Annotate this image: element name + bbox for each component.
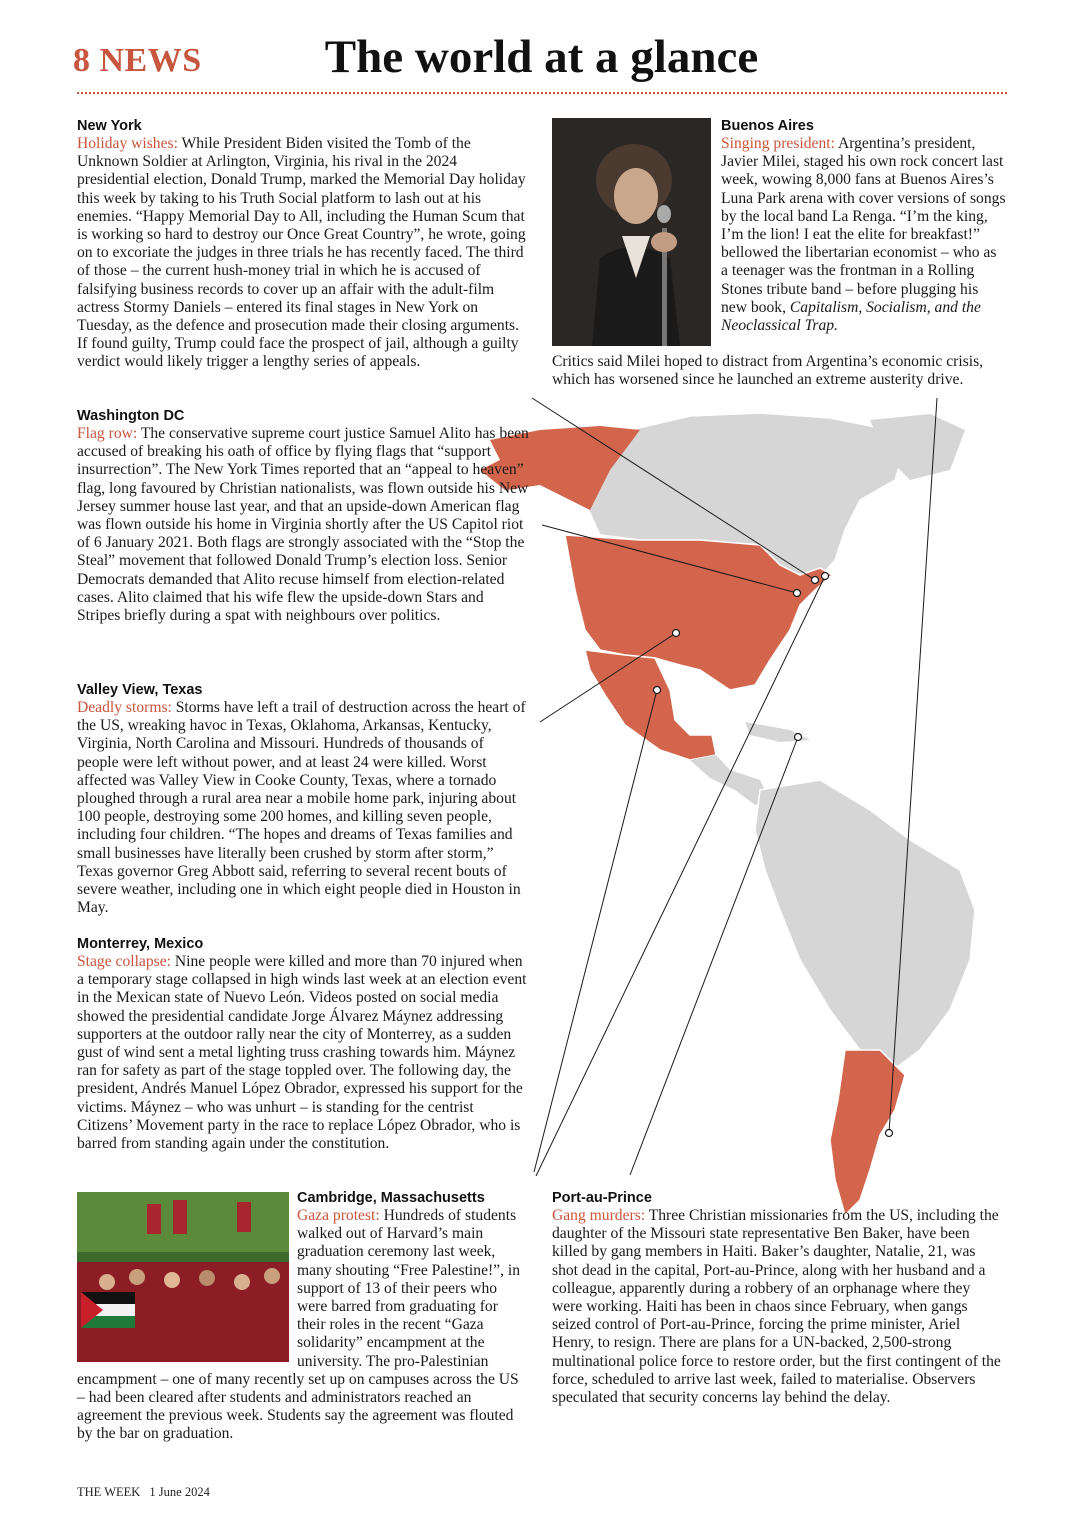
book-title: Capitalism, Socialism, and the Neoclassical Trap. bbox=[721, 298, 981, 335]
story-kicker: Stage collapse: bbox=[77, 953, 171, 970]
story-port-au-prince bbox=[552, 1189, 1002, 1407]
story-body: While President Biden visited the Tomb of the Unknown Soldier at Arlington, Virginia, his rival in the 2024 presidential election, Donald Trump, marked the Memorial Day holiday this week by taking to his Truth Social platform to lash out at his enemies. “Happy Memorial Day to All, including the Human Scum that is working so hard to destroy our Once Great Country”, he wrote, going on to excoriate the judges in three trials he has recently faced. The third of those – the current hush-money trial in which he is accused of falsifying business records to cover up an affair with the adult-film actress Stormy Daniels – entered its final stages in New York on Tuesday, as the defence and prosecution made their closing arguments. If found guilty, Trump could face the prospect of jail, although a guilty verdict would likely trigger a lengthy series of appeals. bbox=[77, 135, 526, 371]
footer-date: 1 June 2024 bbox=[149, 1485, 210, 1499]
story-kicker: Flag row: bbox=[77, 425, 138, 442]
story-body: The conservative supreme court justice Samuel Alito has been accused of breaking his oath of office by flying flags that “support insurrection”. The New York Times reported that an “appeal to heaven” flag, long favoured by Christian nationalists, was flown outside his New Jersey summer house last year, and that an upside-down American flag was flown outside his home in Virginia shortly after the US Capitol riot of 6 January 2021. Both flags are strongly associated with the “Stop the Steal” movement that followed Donald Trump’s election loss. Senior Democrats demanded that Alito recuse himself from election-related cases. Alito claimed that his wife flew the upside-down Stars and Stripes briefly during a spat with neighbours over politics. bbox=[77, 425, 529, 625]
story-buenos-aires bbox=[721, 117, 1006, 135]
story-place: Buenos Aires bbox=[721, 118, 814, 134]
story-new-york bbox=[77, 117, 527, 372]
story-body: Hundreds of students walked out of Harvard’s main graduation ceremony last week, many shouting “Free Palestine!”, in support of 13 of their peers who were barred from graduating for their roles in the recent “Gaza solidarity” encampment at the university. The pro-Palestinian encampment – one of many recently set up on campuses across the US – had been cleared after students and administrators reached an agreement the previous week. Students say the agreement was flouted by the bar on graduation. bbox=[77, 1207, 521, 1443]
story-cambridge-body bbox=[77, 1207, 529, 1444]
page-footer bbox=[77, 1485, 210, 1500]
marker-port-au-prince bbox=[795, 734, 802, 741]
page-title: The world at a glance bbox=[324, 31, 759, 83]
story-kicker: Holiday wishes: bbox=[77, 135, 178, 152]
story-place: Valley View, Texas bbox=[77, 682, 203, 698]
story-place: New York bbox=[77, 118, 142, 134]
story-buenos-aires-tail bbox=[552, 353, 1006, 389]
story-kicker: Deadly storms: bbox=[77, 699, 172, 716]
marker-cambridge bbox=[822, 573, 829, 580]
story-kicker: Gang murders: bbox=[552, 1207, 646, 1224]
story-cambridge bbox=[297, 1189, 529, 1207]
marker-buenos-aires bbox=[886, 1130, 893, 1137]
story-body: Argentina’s president, Javier Milei, staged his own rock concert last week, wowing 8,000 fans at Buenos Aires’s Luna Park arena with cover versions of songs by the local band La Renga. “I’m the king, I’m the lion! I eat the elite for breakfast!” bellowed the libertarian economist – who as a teenager was the frontman in a Rolling Stones tribute band – before plugging his new book, bbox=[721, 135, 1006, 316]
marker-washington bbox=[794, 590, 801, 597]
footer-publication: THE WEEK bbox=[77, 1485, 141, 1499]
story-valley-view bbox=[77, 681, 529, 917]
milei-photo bbox=[552, 118, 711, 346]
story-kicker: Gaza protest: bbox=[297, 1207, 380, 1224]
story-body: Three Christian missionaries from the US, including the daughter of the Missouri state representative Ben Baker, have been killed by gang members in Haiti. Baker’s daughter, Natalie, 21, was shot dead in the capital, Port-au-Prince, along with her husband and a colleague, apparently during a robbery of an orphanage where they were working. Haiti has been in chaos since February, when gangs seized control of Port-au-Prince, forcing the prime minister, Ariel Henry, to resign. There are plans for a UN-backed, 2,500-strong multinational police force to restore order, but the first contingent of the force, scheduled to arrive last week, failed to materialise. Observers speculated that security concerns lay behind the delay. bbox=[552, 1207, 1001, 1407]
map-central-america bbox=[690, 755, 770, 805]
story-place: Cambridge, Massachusetts bbox=[297, 1190, 485, 1206]
story-place: Port-au-Prince bbox=[552, 1190, 652, 1206]
marker-new-york bbox=[812, 577, 819, 584]
story-washington bbox=[77, 407, 529, 625]
map-south-america bbox=[755, 780, 975, 1080]
story-body-continued: Critics said Milei hoped to distract from Argentina’s economic crisis, which has worsened since he launched an extreme austerity drive. bbox=[552, 353, 984, 389]
story-body: Nine people were killed and more than 70 injured when a temporary stage collapsed in high winds last week at an election event in the Mexican state of Nuevo León. Videos posted on social media showed the presidential candidate Jorge Álvarez Máynez addressing supporters at the outdoor rally near the city of Monterrey, as a sudden gust of wind sent a metal lighting truss crashing towards him. Máynez ran for safety as part of the stage toppled over. The following day, the president, Andrés Manuel López Obrador, expressed his support for the victims. Máynez – who was unhurt – is standing for the centrist Citizens’ Movement party in the race to replace López Obrador, who is barred from standing again under the constitution. bbox=[77, 953, 527, 1153]
story-monterrey bbox=[77, 935, 527, 1153]
story-place: Washington DC bbox=[77, 408, 185, 424]
marker-valley-view bbox=[673, 630, 680, 637]
story-buenos-aires-body bbox=[721, 135, 1006, 335]
story-body: Storms have left a trail of destruction across the heart of the US, wreaking havoc in Texas, Oklahoma, Arkansas, Kentucky, Virginia, North Carolina and Missouri. Hundreds of thousands of people were left without power, and at least 24 were killed. Worst affected was Valley View in Cooke County, Texas, where a tornado ploughed through a rural area near a mobile home park, injuring about 100 people, destroying some 200 homes, and killing seven people, including four children. “The hopes and dreams of Texas families and small businesses have literally been crushed by storm after storm,” Texas governor Greg Abbott said, referring to several recent bouts of severe weather, including one in which eight people died in Houston in May. bbox=[77, 699, 526, 917]
section-number: 8 NEWS bbox=[73, 42, 202, 79]
story-place: Monterrey, Mexico bbox=[77, 936, 204, 952]
story-kicker: Singing president: bbox=[721, 135, 835, 152]
marker-monterrey bbox=[654, 687, 661, 694]
